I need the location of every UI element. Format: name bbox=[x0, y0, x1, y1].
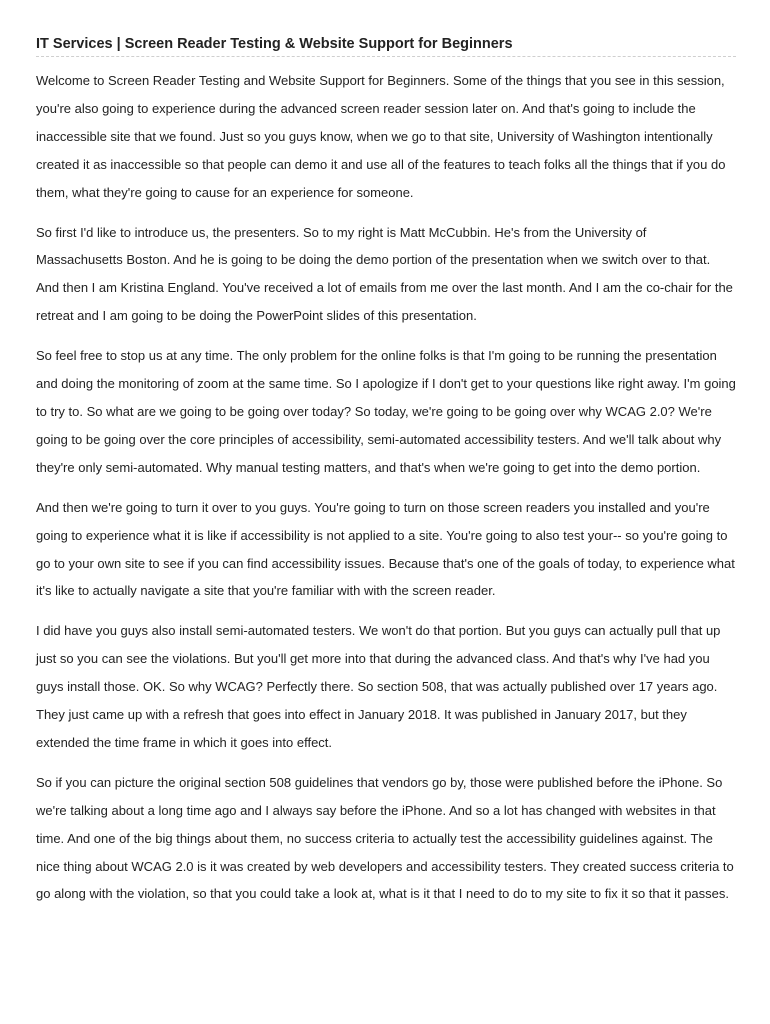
transcript-body bbox=[36, 67, 736, 908]
transcript-paragraph: So if you can picture the original section 508 guidelines that vendors go by, those were published before the iPhone. So we're talking about a long time ago and I always say before the iPhone. And so a lot has changed with websites in that time. And one of the big things about them, no success criteria to actually test the accessibility guidelines against. The nice thing about WCAG 2.0 is it was created by web developers and accessibility testers. They created success criteria to go along with the violation, so that you could take a look at, what is it that I need to do to my site to fix it so that it passes. bbox=[36, 774, 734, 902]
transcript-paragraph: So feel free to stop us at any time. The only problem for the online folks is that I'm going to be running the presentation and doing the monitoring of zoom at the same time. So I apologize if I don't get to your questions like right away. I'm going to try to. So what are we going to be going over today? So today, we're going to be going over why WCAG 2.0? We're going to be going over the core principles of accessibility, semi-automated accessibility testers. And we'll talk about why they're only semi-automated. Why manual testing matters, and that's when we're going to get into the demo portion. bbox=[36, 348, 736, 475]
transcript-paragraph: And then we're going to turn it over to you guys. You're going to turn on those screen readers you installed and you're going to experience what it is like if accessibility is not applied to a site. You're going to also test your-- so you're going to go to your own site to see if you can find accessibility issues. Because that's one of the goals of today, to experience what it's like to actually navigate a site that you're familiar with with the screen reader. bbox=[36, 499, 735, 599]
transcript-paragraph: Welcome to Screen Reader Testing and Website Support for Beginners. Some of the things that you see in this session, you're also going to experience during the advanced screen reader session later on. And that's going to include the inaccessible site that we found. Just so you guys know, when we go to that site, University of Washington intentionally created it as inaccessible so that people can demo it and use all of the features to teach folks all the things that if you do them, what they're going to cause for an experience for someone. bbox=[36, 73, 726, 200]
document-page bbox=[36, 36, 736, 920]
page-title: IT Services | Screen Reader Testing & Website Support for Beginners bbox=[36, 36, 736, 57]
transcript-paragraph: So first I'd like to introduce us, the presenters. So to my right is Matt McCubbin. He's from the University of Massachusetts Boston. And he is going to be doing the demo portion of the presentation when we switch over to that. And then I am Kristina England. You've received a lot of emails from me over the last month. And I am the co-chair for the retreat and I am going to be doing the PowerPoint slides of this presentation. bbox=[36, 224, 733, 324]
transcript-paragraph: I did have you guys also install semi-automated testers. We won't do that portion. But you guys can actually pull that up just so you can see the violations. But you'll get more into that during the advanced class. And that's why I've had you guys install those. OK. So why WCAG? Perfectly there. So section 508, that was actually published over 17 years ago. They just came up with a refresh that goes into effect in January 2018. It was published in January 2017, but they extended the time frame in which it goes into effect. bbox=[36, 623, 721, 750]
